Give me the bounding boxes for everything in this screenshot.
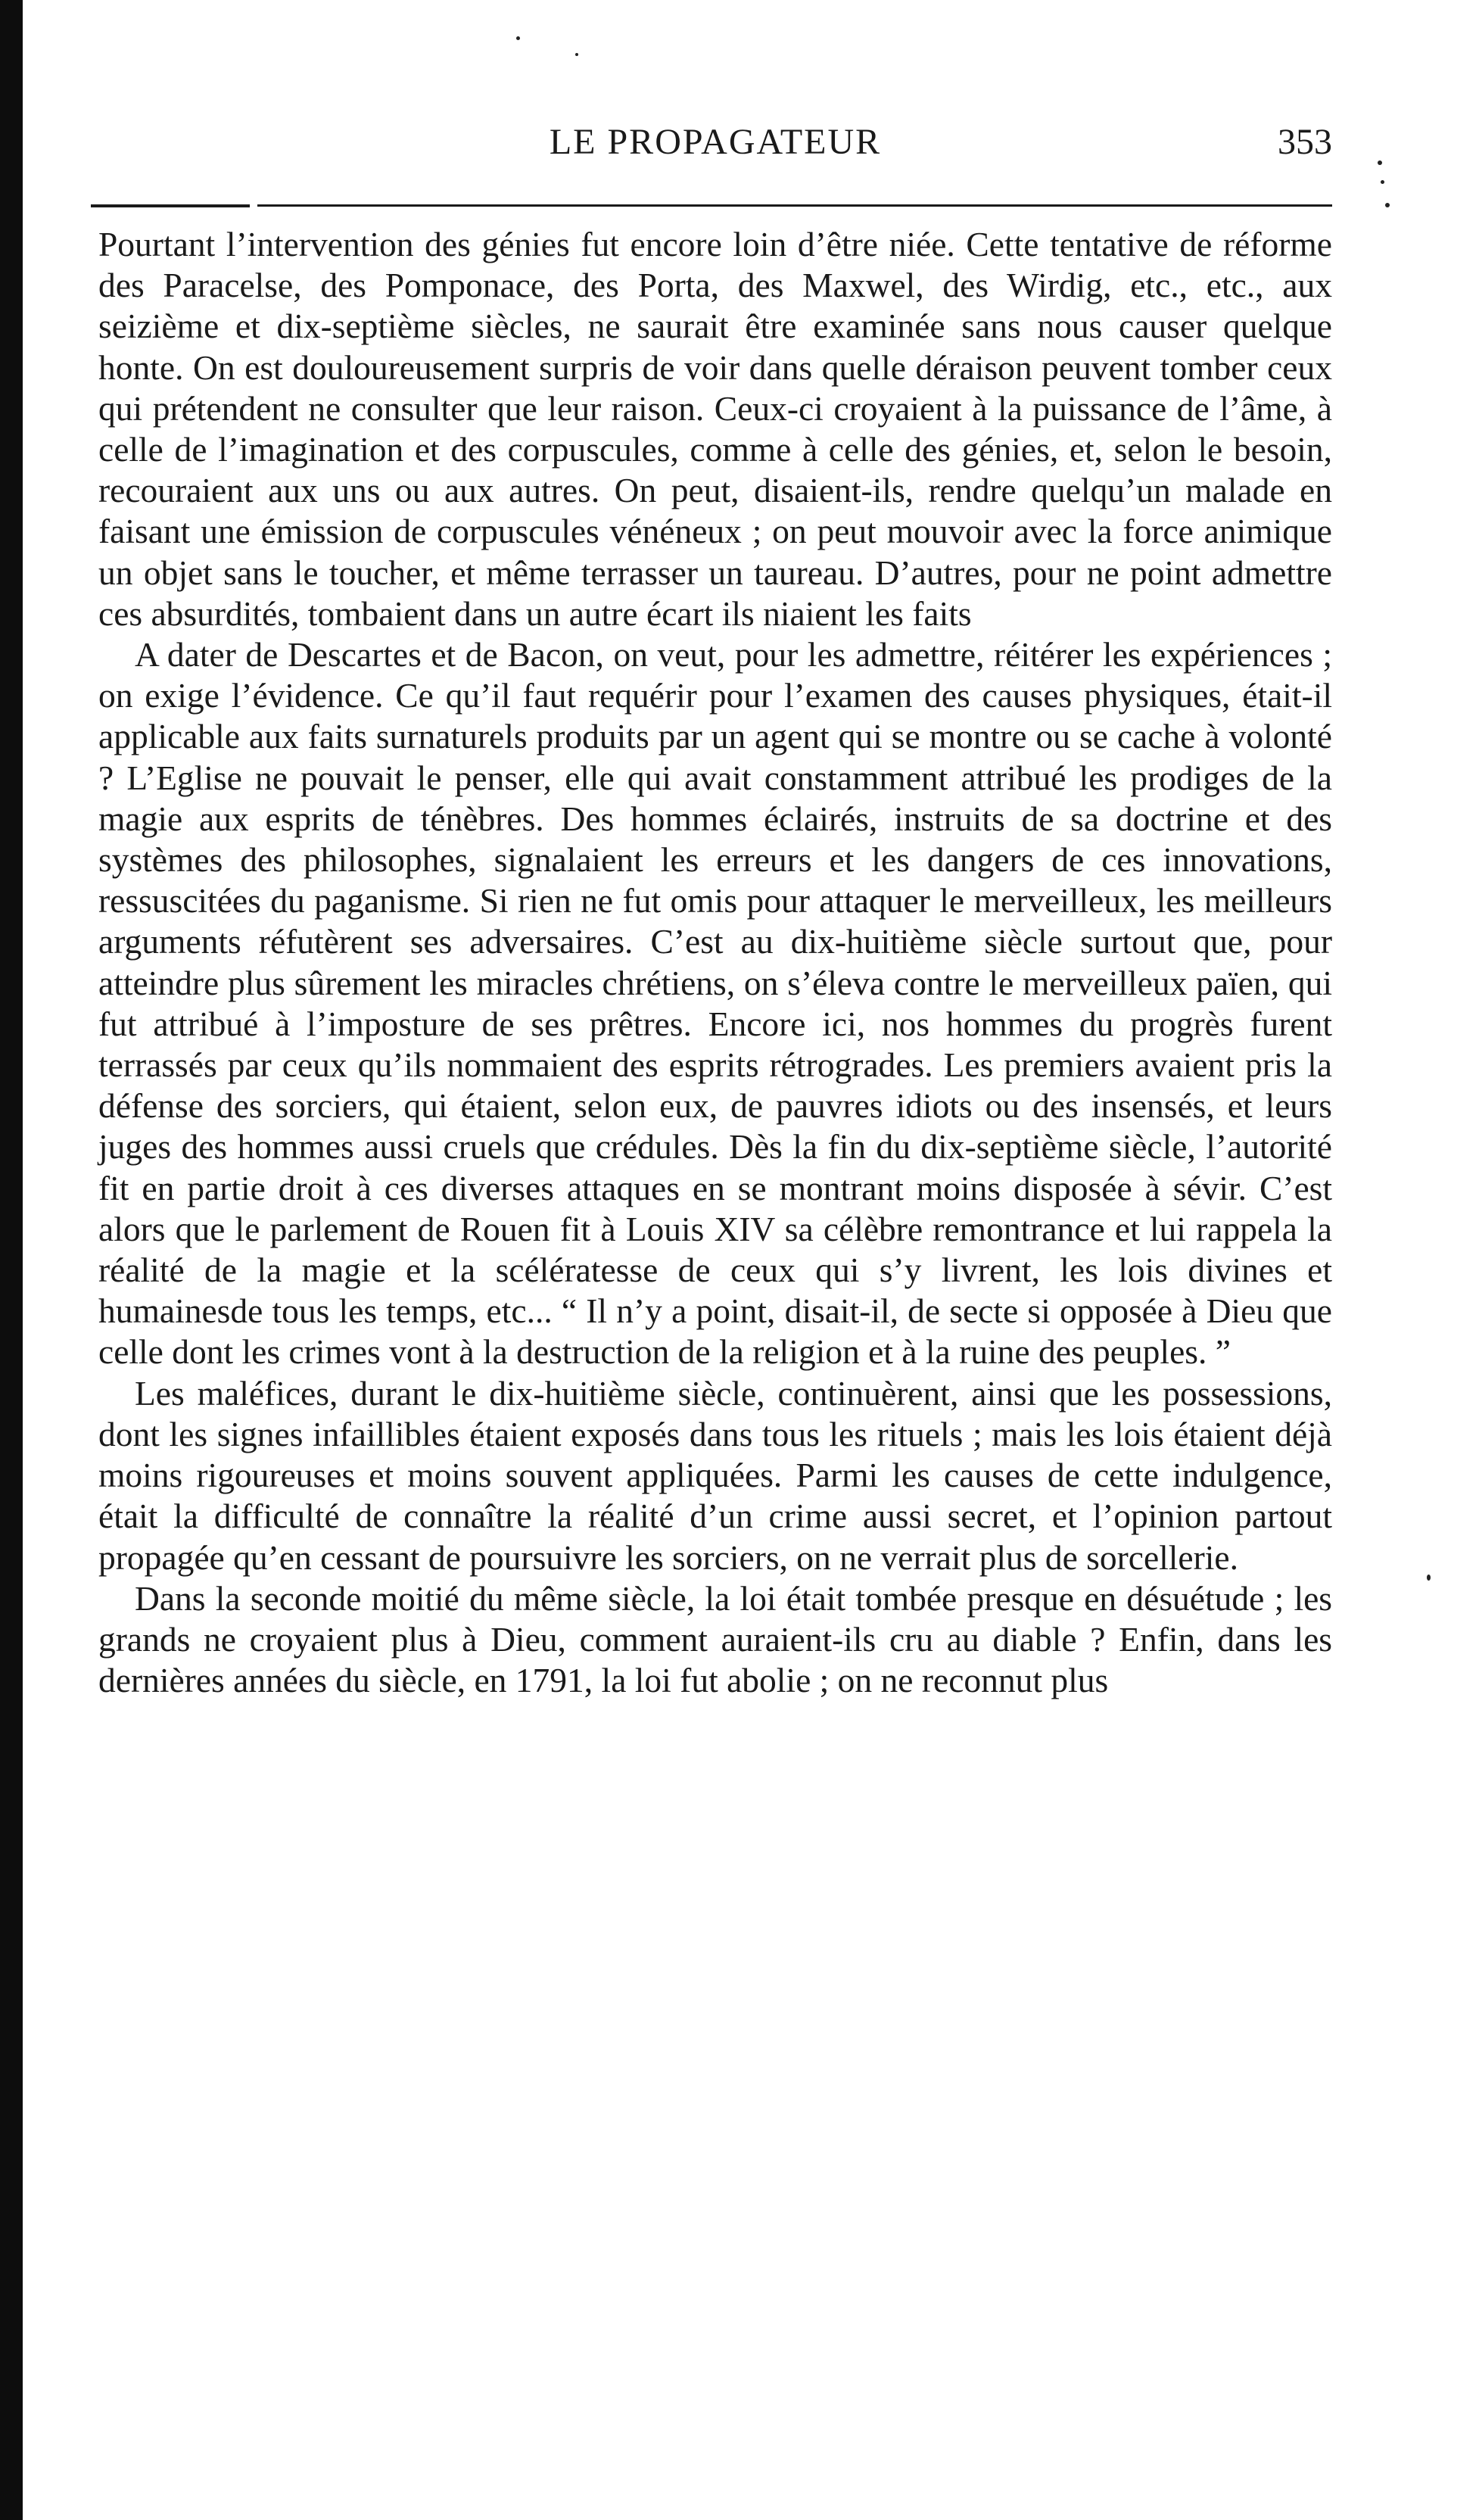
print-speck [516, 36, 520, 40]
page-binding-edge [0, 0, 23, 2520]
header-rule-left-segment [91, 204, 250, 207]
paragraph-3: Les maléfices, durant le dix-huitième siècle, continuèrent, ainsi que les possessions, dont les signes infaillibles étaient exposés dans tous les rituels ; mais les lois étaient déjà moins rigoureuses et moins souvent appliquées. Parmi les causes de cette indulgence, était la difficulté de connaître la réalité d’un crime aussi secret, et l’opinion partout propagée qu’en cessant de poursuivre les sorciers, on ne verrait plus de sorcellerie. [98, 1373, 1332, 1577]
paragraph-2: A dater de Descartes et de Bacon, on veut, pour les admettre, réitérer les expériences ; on exige l’évidence. Ce qu’il faut requérir pour l’examen des causes physiques, était-il applicable aux faits surnaturels produits par un agent qui se montre ou se cache à volonté ? L’Eglise ne pouvait le penser, elle qui avait constamment attribué les prodiges de la magie aux esprits de ténèbres. Des hommes éclairés, instruits de sa doctrine et des systèmes des philosophes, signalaient les erreurs et les dangers de ces innovations, ressuscitées du paganisme. Si rien ne fut omis pour attaquer le merveilleux, les meilleurs arguments réfutèrent ses adversaires. C’est au dix-huitième siècle surtout que, pour atteindre plus sûrement les miracles chrétiens, on s’éleva contre le merveilleux païen, qui fut attribué à l’imposture de ses prêtres. Encore ici, nos hommes du progrès furent terrassés par ceux qu’ils nommaient des esprits rétrogrades. Les premiers avaient pris la défense des sorciers, qui étaient, selon eux, de pauvres idiots ou des insensés, et leurs juges des hommes aussi cruels que crédules. Dès la fin du dix-septième siècle, l’autorité fit en partie droit à ces diverses attaques en se montrant moins disposée à sévir. C’est alors que le parlement de Rouen fit à Louis XIV sa célèbre remontrance et lui rappela la réalité de la magie et la scélératesse de ceux qui s’y livrent, les lois divines et humainesde tous les temps, etc... “ Il n’y a point, disait-il, de secte si opposée à Dieu que celle dont les crimes vont à la destruction de la religion et à la ruine des peuples. ” [98, 635, 1332, 1372]
running-head [98, 114, 1332, 182]
print-speck [1385, 203, 1390, 207]
print-speck [575, 53, 578, 56]
header-rule [98, 204, 1332, 209]
print-speck [1427, 1575, 1431, 1581]
book-page [98, 114, 1332, 1701]
paragraph-4: Dans la seconde moitié du même siècle, la loi était tombée presque en désuétude ; les grands ne croyaient plus à Dieu, comment auraient-ils cru au diable ? Enfin, dans les dernières années du siècle, en 1791, la loi fut abolie ; on ne reconnut plus [98, 1578, 1332, 1700]
paragraph-1: Pourtant l’intervention des génies fut encore loin d’être niée. Cette tentative de réforme des Paracelse, des Pomponace, des Porta, des Maxwel, des Wirdig, etc., etc., aux seizième et dix-septième siècles, ne saurait être examinée sans nous causer quelque honte. On est douloureusement surpris de voir dans quelle déraison peuvent tomber ceux qui prétendent ne consulter que leur raison. Ceux-ci croyaient à la puissance de l’âme, à celle de l’imagination et des corpuscules, comme à celle des génies, et, selon le besoin, recouraient aux uns ou aux autres. On peut, disaient-ils, rendre quelqu’un malade en faisant une émission de corpuscules vénéneux ; on peut mouvoir avec la force animique un objet sans le toucher, et même terrasser un taureau. D’autres, pour ne point admettre ces absurdités, tombaient dans un autre écart ils niaient les faits [98, 225, 1332, 633]
print-speck [1378, 160, 1382, 165]
running-title: LE PROPAGATEUR [549, 122, 882, 162]
header-rule-right-segment [257, 204, 1332, 207]
body-text [98, 224, 1332, 1701]
page-number: 353 [1278, 122, 1332, 162]
print-speck [1381, 180, 1384, 184]
